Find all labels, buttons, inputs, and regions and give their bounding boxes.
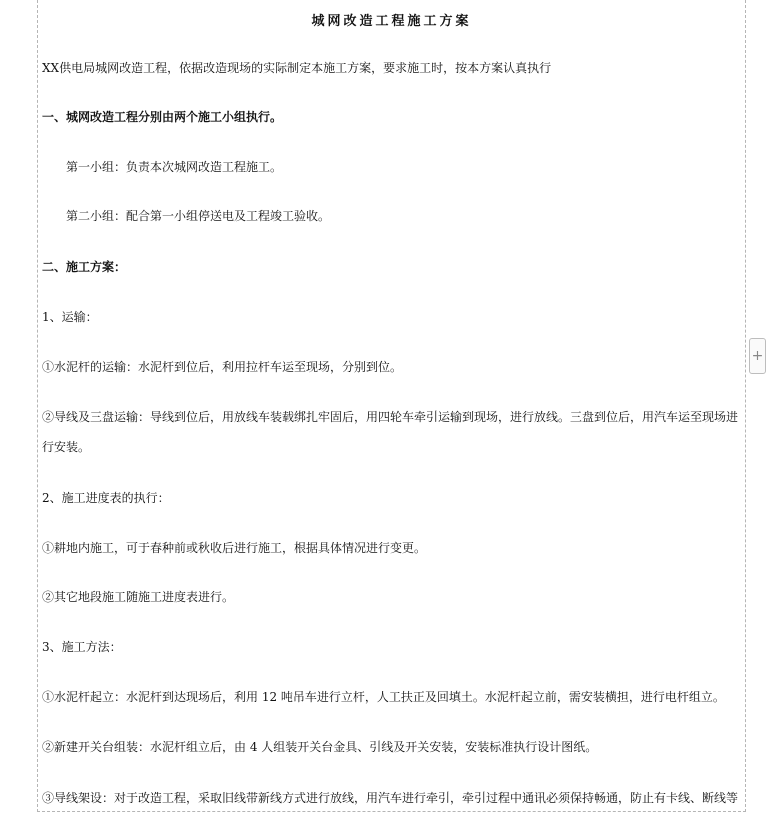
method-item-1: ①水泥杆起立：水泥杆到达现场后，利用 12 吨吊车进行立杆，人工扶正及回填土。水泥杆起立前，需安装横担，进行电杆组立。 bbox=[42, 690, 725, 704]
group2-paragraph: 第二小组：配合第一小组停送电及工程竣工验收。 bbox=[66, 209, 331, 223]
section2-heading: 二、施工方案： bbox=[42, 260, 127, 274]
schedule-heading: 2、施工进度表的执行： bbox=[42, 491, 170, 505]
transport-item-1: ①水泥杆的运输：水泥杆到位后，利用拉杆车运至现场，分别到位。 bbox=[42, 360, 403, 374]
document-page bbox=[37, 0, 746, 812]
section1-heading: 一、城网改造工程分别由两个施工小组执行。 bbox=[42, 110, 283, 124]
document-title: 城网改造工程施工方案 bbox=[311, 14, 472, 29]
schedule-item-2: ②其它地段施工随施工进度表进行。 bbox=[42, 590, 235, 604]
expand-icon[interactable]: + bbox=[749, 338, 766, 374]
group1-paragraph: 第一小组：负责本次城网改造工程施工。 bbox=[66, 160, 283, 174]
intro-paragraph: XX供电局城网改造工程，依据改造现场的实际制定本施工方案，要求施工时，按本方案认真执行 bbox=[42, 61, 552, 75]
method-item-3: ③导线架设：对于改造工程，采取旧线带新线方式进行放线，用汽车进行牵引，牵引过程中通讯必须保持畅通，防止有卡线、断线等 bbox=[42, 791, 739, 805]
method-heading: 3、施工方法： bbox=[42, 640, 122, 654]
transport-item-2: ②导线及三盘运输：导线到位后，用放线车装载绑扎牢固后，用四轮车牵引运输到现场，进行放线。三盘到位后，用汽车运至现场进行安装。 bbox=[42, 410, 739, 454]
transport-heading: 1、运输： bbox=[42, 310, 98, 324]
method-item-2: ②新建开关台组装：水泥杆组立后，由 4 人组装开关台金具、引线及开关安装，安装标准执行设计图纸。 bbox=[42, 740, 598, 754]
schedule-item-1: ①耕地内施工，可于春种前或秋收后进行施工，根据具体情况进行变更。 bbox=[42, 541, 427, 555]
